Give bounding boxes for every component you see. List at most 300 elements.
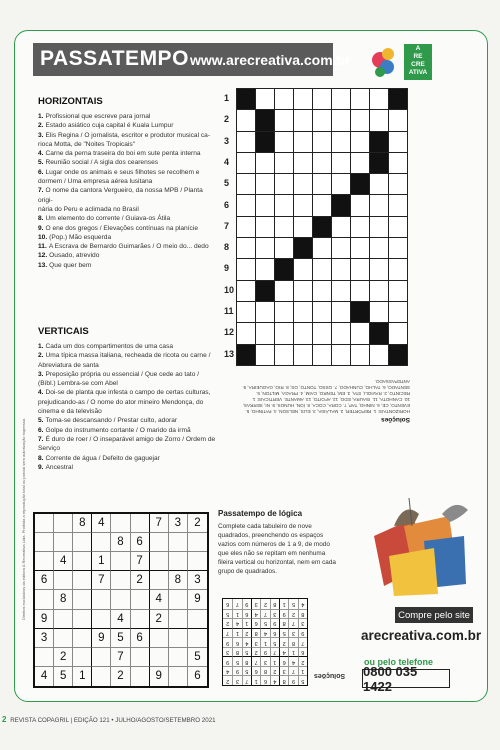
horizontais-clue	[38, 131, 218, 140]
sudoku-cell: 2	[150, 610, 169, 629]
crossword-black-cell	[313, 216, 332, 237]
verticais-clue	[38, 463, 218, 472]
sudoku-cell: 8	[73, 514, 92, 533]
sudoku-cell	[35, 514, 54, 533]
crossword-cell	[294, 301, 313, 322]
sudoku-solution-cell: 5	[242, 647, 251, 657]
sudoku-solution-cell: 5	[298, 675, 307, 685]
sudoku-cell	[169, 533, 188, 552]
sudoku-solution-cell: 3	[260, 656, 269, 666]
crossword-row-number: 1	[224, 93, 230, 103]
logic-instructions: Complete cada tabuleiro de nove quadrados, preenchendo os espaços vazios com números de 1 a 9, de modo que eles não se repitam em nenhuma fileira vertical ou horizontal, nem em cada grupo de quadrados.	[218, 523, 336, 575]
clue-number: 4.	[38, 150, 44, 158]
crossword-cell	[389, 280, 408, 301]
sudoku-cell	[150, 648, 169, 667]
crossword-cell	[370, 195, 389, 216]
sudoku-solution-cell: 5	[232, 656, 241, 666]
crossword-cell	[389, 195, 408, 216]
sudoku-solution-cell: 2	[270, 666, 279, 676]
clue-number: 3.	[38, 131, 44, 139]
crossword-cell	[313, 280, 332, 301]
crossword-cell	[275, 174, 294, 195]
sudoku-cell: 2	[188, 514, 207, 533]
sudoku-solution-cell: 2	[242, 628, 251, 638]
clue-text: Elis Regina / O jornalista, escritor e produtor musical ca-	[45, 131, 211, 139]
sudoku-solution-cell: 5	[288, 599, 297, 609]
horizontais-clue	[38, 224, 218, 233]
horizontais-clue	[38, 158, 218, 167]
crossword-cell	[275, 195, 294, 216]
clue-text: (Pop.) Mão esquerda	[49, 233, 112, 241]
sudoku-cell: 5	[54, 667, 73, 686]
crossword-cell	[275, 280, 294, 301]
crossword-cell	[389, 216, 408, 237]
crossword-black-cell	[256, 131, 275, 152]
sudoku-cell	[35, 590, 54, 609]
sudoku-solution-cell: 3	[223, 647, 232, 657]
clue-text: Corrente de água / Defeito de gaguejar	[45, 454, 160, 462]
sudoku-cell	[35, 533, 54, 552]
sudoku-cell	[111, 514, 130, 533]
crossword-cell	[256, 195, 275, 216]
crossword-cell	[332, 152, 351, 173]
crossword-cell	[294, 89, 313, 110]
crossword-cell	[370, 301, 389, 322]
crossword-black-cell	[275, 259, 294, 280]
sudoku-cell: 6	[131, 533, 150, 552]
crossword-cell	[332, 216, 351, 237]
sudoku-cell: 4	[111, 610, 130, 629]
sudoku-cell	[188, 533, 207, 552]
sudoku-solution-cell: 1	[232, 609, 241, 619]
crossword-cell	[332, 344, 351, 365]
sudoku-solution-cell: 5	[279, 628, 288, 638]
crossword-cell	[237, 110, 256, 131]
crossword-cell	[389, 259, 408, 280]
sudoku-cell: 9	[150, 667, 169, 686]
sudoku-solution-cell: 5	[223, 609, 232, 619]
sudoku-solution-cell: 7	[270, 647, 279, 657]
sudoku-solution-cell: 4	[232, 618, 241, 628]
sudoku-solution-cell: 2	[279, 637, 288, 647]
clue-text: O ene dos gregos / Elevações contínuas na planície	[45, 224, 198, 232]
sudoku-solution-cell: 4	[242, 637, 251, 647]
crossword-cell	[370, 280, 389, 301]
crossword-cell	[256, 238, 275, 259]
sudoku-solution-cell: 3	[270, 609, 279, 619]
crossword-cell	[370, 259, 389, 280]
crossword-cell	[313, 259, 332, 280]
sudoku-cell	[188, 629, 207, 648]
clue-text: nária do Peru e aclimada no Brasil	[38, 205, 139, 213]
sudoku-solution-cell: 7	[232, 599, 241, 609]
footer-text: REVISTA COPAGRIL | EDIÇÃO 121 • JULHO/AGOSTO/SETEMBRO 2021	[10, 717, 216, 724]
clue-number: 13.	[38, 261, 48, 269]
clue-text: Cada um dos compartimentos de uma casa	[45, 343, 174, 350]
crossword-cell	[351, 238, 370, 259]
sudoku-cell	[111, 590, 130, 609]
crossword-row-number: 6	[224, 199, 230, 210]
horizontais-clue	[38, 168, 218, 177]
sudoku-solution-cell: 4	[260, 628, 269, 638]
sudoku-cell	[54, 571, 73, 590]
sudoku-solution-cell: 2	[223, 675, 232, 685]
crossword-cell	[275, 152, 294, 173]
clue-number: 4.	[38, 389, 44, 397]
crossword-cell	[256, 323, 275, 344]
sudoku-cell	[188, 552, 207, 571]
sudoku-solution-cell: 6	[270, 628, 279, 638]
crossword-black-cell	[389, 344, 408, 365]
crossword-cell	[294, 280, 313, 301]
sudoku-cell	[169, 590, 188, 609]
sudoku-cell: 1	[73, 667, 92, 686]
clue-number: 6.	[38, 426, 44, 434]
verticais-clue	[38, 435, 218, 444]
buy-online-button[interactable]: Compre pelo site	[395, 607, 473, 623]
clue-number: 12.	[38, 252, 48, 260]
sudoku-cell: 4	[150, 590, 169, 609]
sudoku-cell: 3	[169, 514, 188, 533]
sudoku-solution-cell: 9	[242, 599, 251, 609]
crossword-cell	[237, 216, 256, 237]
clue-text: Um elemento do corrente / Guiava-os Átila	[45, 215, 171, 223]
sudoku-solution-cell: 4	[270, 675, 279, 685]
crossword-cell	[351, 152, 370, 173]
crossword-cell	[294, 174, 313, 195]
crossword-cell	[389, 152, 408, 173]
sudoku-cell: 4	[35, 667, 54, 686]
crossword-cell	[313, 131, 332, 152]
clue-text: rioca Motta, de "Noites Tropicais"	[38, 140, 136, 148]
sudoku-solution-cell: 9	[223, 656, 232, 666]
crossword-cell	[351, 195, 370, 216]
sudoku-cell	[92, 533, 111, 552]
crossword-row-number: 9	[224, 263, 230, 274]
crossword-black-cell	[370, 323, 389, 344]
sudoku-cell: 7	[131, 552, 150, 571]
crossword-cell	[237, 131, 256, 152]
crossword-black-cell	[256, 280, 275, 301]
verticais-clue	[38, 351, 218, 360]
crossword-row-number: 5	[224, 178, 230, 189]
sudoku-cell	[169, 667, 188, 686]
sudoku-solution-cell: 6	[260, 675, 269, 685]
crossword-black-cell	[294, 238, 313, 259]
sudoku-cell	[150, 552, 169, 571]
sudoku-solution-cell: 4	[279, 647, 288, 657]
sudoku-solution-cell: 9	[288, 675, 297, 685]
horizontais-clue	[38, 177, 218, 186]
sudoku-solution-cell: 2	[260, 599, 269, 609]
clue-text: Que quer bem	[49, 261, 92, 269]
crossword-cell	[389, 323, 408, 344]
sudoku-solution-cell: 9	[298, 628, 307, 638]
verticais-clue	[38, 454, 218, 463]
crossword-cell	[332, 280, 351, 301]
crossword-cell	[370, 110, 389, 131]
sudoku-cell	[188, 610, 207, 629]
crossword-cell	[237, 195, 256, 216]
crossword-row-number: 13	[224, 348, 235, 359]
sudoku-solution-cell: 1	[270, 656, 279, 666]
crossword-cell	[256, 152, 275, 173]
phone-number: 0800 035 1422	[362, 669, 450, 688]
crossword-row-number: 4	[224, 156, 230, 167]
crossword-cell	[351, 259, 370, 280]
sudoku-cell	[73, 533, 92, 552]
sudoku-cell	[150, 629, 169, 648]
sudoku-solution-cell: 3	[251, 599, 260, 609]
clue-text: A Escrava de Bernardo Guimarães / O meio do... dedo	[48, 243, 209, 251]
crossword-black-cell	[332, 195, 351, 216]
verticais-clue	[38, 398, 218, 407]
clue-text: Lugar onde os animais e seus filhotes se recolhem e	[45, 168, 200, 176]
sudoku-cell: 6	[194, 670, 201, 683]
sudoku-solution-cell: 2	[288, 609, 297, 619]
sudoku-cell	[35, 648, 54, 667]
verticais-title: VERTICAIS	[38, 326, 89, 337]
crossword-black-cell	[389, 89, 408, 110]
crossword-black-cell	[237, 344, 256, 365]
logic-title: Passatempo de lógica	[218, 509, 303, 518]
sudoku-cell	[54, 533, 73, 552]
crossword-cell	[389, 131, 408, 152]
sudoku-solution-cell: 8	[270, 599, 279, 609]
sudoku-solution-cell: 6	[279, 656, 288, 666]
sudoku-solution-cell: 6	[242, 609, 251, 619]
crossword-cell	[237, 280, 256, 301]
sudoku-cell: 8	[111, 533, 130, 552]
crossword-cell	[389, 110, 408, 131]
sudoku-solution-cell: 9	[270, 618, 279, 628]
crossword-cell	[275, 323, 294, 344]
clue-number: 5.	[38, 417, 44, 425]
solutions-horizontais: HORIZONTAIS: 1. REPÓRTER, 2. MALÁSIA, 3. ELIS, NELSON, 4. PATINHO, 5. EVENTO, CE, 6. NINHO, TAP, 7. CORA, COCA, 8. ÍON, HUNOS, 9. NI, SERRAS, 10. CANHOTA, 11. ISAURA, EDO, 12. AFOITO, 13. AMANTE.	[242, 397, 410, 414]
sudoku-solution-cell: 7	[298, 637, 307, 647]
sudoku-cell	[92, 610, 111, 629]
crossword-cell	[313, 195, 332, 216]
sudoku-cell	[169, 629, 188, 648]
clue-text: dormem / Uma empresa aérea lusitana	[38, 178, 153, 186]
sudoku-cell: 8	[54, 590, 73, 609]
sudoku-cell	[92, 648, 111, 667]
sudoku-solution-cell: 9	[260, 647, 269, 657]
sudoku-solution-cell: 8	[298, 609, 307, 619]
crossword-row-number: 10	[224, 284, 235, 295]
crossword-cell	[332, 89, 351, 110]
crossword-cell	[275, 238, 294, 259]
clue-text: Serviço	[38, 445, 60, 453]
horizontais-clue	[38, 149, 218, 158]
crossword-cell	[275, 344, 294, 365]
sudoku-solution-cell: 4	[251, 609, 260, 619]
crossword-black-cell	[256, 110, 275, 131]
sudoku-cell	[54, 610, 73, 629]
crossword-cell	[237, 238, 256, 259]
header-url[interactable]: www.arecreativa.com.br	[190, 52, 351, 68]
crossword-cell	[256, 259, 275, 280]
crossword-row-number: 7	[224, 220, 230, 231]
sudoku-cell	[73, 610, 92, 629]
sudoku-solution-cell: 8	[242, 656, 251, 666]
sudoku-solution-cell: 7	[288, 666, 297, 676]
clue-text: Doi-se de planta que infesta o campo de certas culturas,	[45, 389, 211, 397]
clue-text: Estado asiático cuja capital é Kuala Lumpur	[45, 122, 174, 130]
crossword-cell	[294, 195, 313, 216]
clue-text: Ousado, atrevido	[49, 252, 100, 260]
crossword-cell	[294, 216, 313, 237]
crossword-cell	[370, 216, 389, 237]
horizontais-clue	[38, 242, 218, 251]
verticais-clue	[38, 388, 218, 397]
sudoku-cell	[92, 590, 111, 609]
crossword-cell	[332, 131, 351, 152]
sudoku-cell: 1	[92, 552, 111, 571]
crossword-cell	[237, 259, 256, 280]
sudoku-cell	[131, 610, 150, 629]
verticais-clue	[38, 426, 218, 435]
sudoku-cell: 7	[111, 648, 130, 667]
crossword-cell	[351, 216, 370, 237]
sudoku-solution-cell: 3	[232, 675, 241, 685]
horizontais-clue	[38, 233, 218, 242]
sudoku-cell	[169, 648, 188, 667]
sudoku-solution-cell: 8	[279, 675, 288, 685]
crossword-cell	[294, 110, 313, 131]
horizontais-clue	[38, 261, 218, 270]
clue-number: 9.	[38, 224, 44, 232]
sudoku-cell: 4	[54, 552, 73, 571]
crossword-cell	[313, 344, 332, 365]
crossword-cell	[332, 259, 351, 280]
clue-number: 2.	[38, 122, 44, 130]
sudoku-cell: 4	[92, 514, 111, 533]
sudoku-cell	[169, 552, 188, 571]
crossword-black-cell	[370, 131, 389, 152]
clue-number: 2.	[38, 352, 44, 360]
phone-label: ou pelo telefone	[364, 657, 434, 667]
sudoku-solution-cell: 6	[251, 666, 260, 676]
crossword-cell	[275, 89, 294, 110]
crossword-cell	[351, 323, 370, 344]
clue-number: 5.	[38, 159, 44, 167]
clue-text: Abreviatura de santa	[38, 361, 99, 369]
sudoku-solution-cell: 1	[288, 647, 297, 657]
sudoku-cell: 2	[131, 571, 150, 590]
sudoku-solution-cell: 7	[251, 656, 260, 666]
horizontais-title: HORIZONTAIS	[38, 96, 103, 107]
sudoku-cell	[73, 648, 92, 667]
clue-text: É duro de roer / O inseparável amigo de Zorro / Ordem de	[45, 435, 216, 443]
sudoku-solution-cell: 3	[288, 628, 297, 638]
clue-text: prejudicando-as / O nome do ator mineiro Mendonça, do	[38, 398, 204, 406]
sudoku-cell	[131, 514, 150, 533]
sudoku-cell: 9	[35, 610, 54, 629]
sudoku-cell	[92, 667, 111, 686]
clue-number: 11.	[38, 243, 47, 251]
sudoku-cell	[150, 571, 169, 590]
crossword-cell	[332, 323, 351, 344]
sudoku-cell: 3	[35, 629, 54, 648]
verticais-clue	[38, 407, 218, 416]
crossword-cell	[332, 174, 351, 195]
crossword-cell	[351, 89, 370, 110]
clue-number: 7.	[38, 187, 44, 195]
crossword-cell	[313, 301, 332, 322]
clue-text: O nome da cantora Vergueiro, da nossa MPB / Planta origi-	[38, 187, 203, 204]
clue-number: 1.	[38, 343, 44, 350]
magazines-promo-image	[364, 496, 472, 600]
solutions-title: Soluções	[381, 416, 410, 423]
sudoku-solution-cell: 6	[226, 600, 230, 607]
clue-text: Golpe do instrumento cortante / O marido da irmã	[45, 426, 191, 434]
crossword-cell	[237, 152, 256, 173]
horizontais-clue	[38, 186, 218, 205]
horizontais-clue	[38, 214, 218, 223]
sudoku-cell	[54, 514, 73, 533]
sudoku-cell	[150, 533, 169, 552]
sudoku-solution-cell: 5	[242, 666, 251, 676]
clue-number: 1.	[38, 113, 44, 120]
sudoku-solution-cell: 6	[251, 618, 260, 628]
sudoku-cell: 2	[111, 667, 130, 686]
sudoku-solution-cell: 8	[232, 647, 241, 657]
verticais-clue	[38, 342, 218, 351]
crossword-cell	[389, 174, 408, 195]
verticais-clue	[38, 444, 218, 453]
crossword-cell	[332, 301, 351, 322]
verticais-clue	[38, 379, 218, 388]
sudoku-solution-cell: 2	[298, 656, 307, 666]
sudoku-cell	[131, 648, 150, 667]
page-title: PASSATEMPO	[40, 47, 189, 70]
sudoku-cell	[73, 629, 92, 648]
horizontais-clue	[38, 121, 218, 130]
crossword-cell	[389, 238, 408, 259]
crossword-cell	[370, 89, 389, 110]
sudoku-cell	[131, 590, 150, 609]
clue-number: 8.	[38, 215, 44, 223]
verticais-clue	[38, 416, 218, 425]
horizontais-clue	[38, 140, 218, 149]
verticais-clues	[38, 342, 218, 472]
crossword-cell	[275, 131, 294, 152]
promo-site-link[interactable]: arecreativa.com.br	[361, 628, 482, 643]
sudoku-solution-cell: 6	[232, 637, 241, 647]
crossword-cell	[351, 344, 370, 365]
crossword-cell	[313, 174, 332, 195]
sudoku-solution-cell: 8	[279, 618, 288, 628]
crossword-cell	[256, 344, 275, 365]
page-footer	[2, 715, 216, 724]
clue-number: 3.	[38, 370, 44, 378]
crossword-cell	[351, 280, 370, 301]
sudoku-solution-cell: 1	[298, 666, 307, 676]
horizontais-clues	[38, 112, 218, 270]
sudoku-solution-cell: 5	[260, 618, 269, 628]
clue-number: 7.	[38, 435, 44, 443]
crossword-cell	[370, 344, 389, 365]
sudoku-solution-cell: 9	[223, 637, 232, 647]
crossword-cell	[237, 174, 256, 195]
clue-text: Toma-se descansando / Prestar culto, adorar	[45, 417, 178, 425]
sudoku-cell	[111, 552, 130, 571]
crossword-cell	[256, 216, 275, 237]
sudoku-solution-cell: 7	[242, 675, 251, 685]
sudoku-cell: 6	[35, 571, 54, 590]
crossword-cell	[370, 238, 389, 259]
